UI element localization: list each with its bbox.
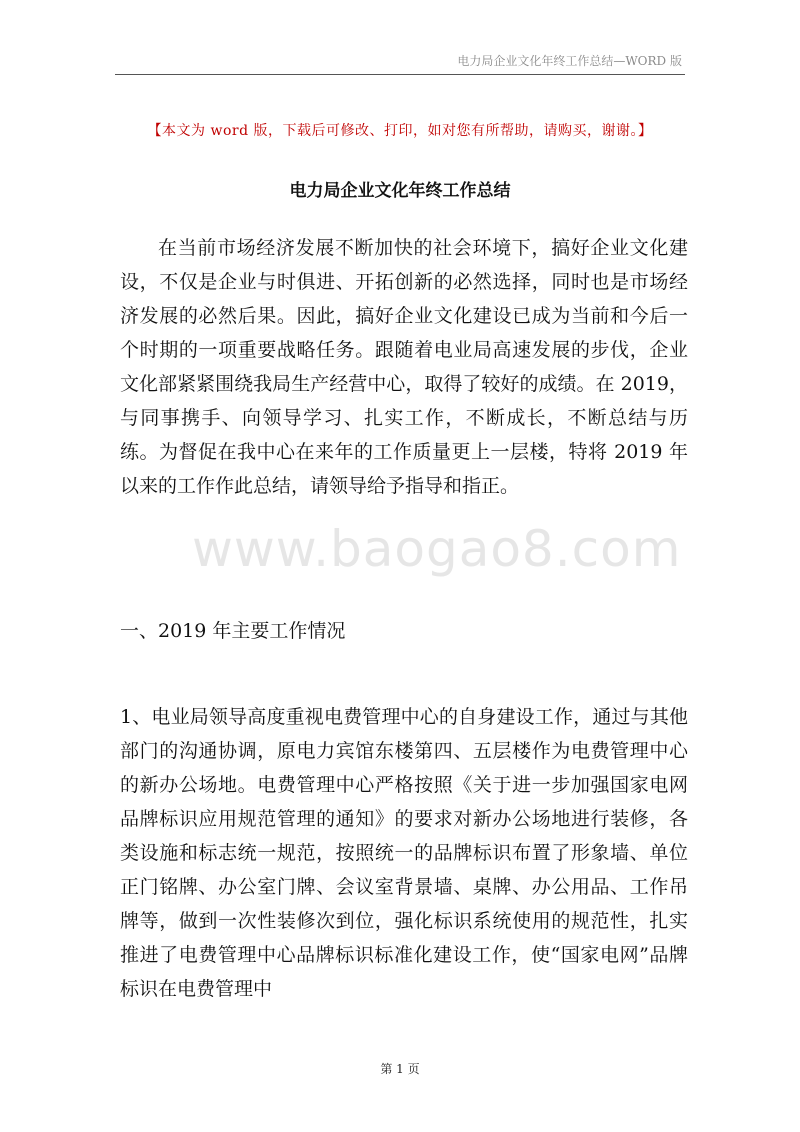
page-number: 第 1 页 [380,1062,420,1076]
watermark-text: www.baogao8.com [192,520,682,578]
document-header-label: 电力局企业文化年终工作总结—WORD 版 [457,54,682,68]
header-divider [115,74,685,75]
item-1-paragraph: 1、电业局领导高度重视电费管理中心的自身建设工作，通过与其他部门的沟通协调，原电力宾馆东楼第四、五层楼作为电费管理中心的新办公场地。电费管理中心严格按照《关于进一步加强国家电网品牌标识应用规范管理的通知》的要求对新办公场地进行装修，各类设施和标志统一规范，按照统一的品牌标识布置了形象墙、单位正门铭牌、办公室门牌、会议室背景墙、桌牌、办公用品、工作吊牌等，做到一次性装修次到位，强化标识系统使用的规范性，扎实推进了电费管理中心品牌标识标准化建设工作，使“国家电网”品牌标识在电费管理中 [120,706,688,1000]
intro-paragraph: 在当前市场经济发展不断加快的社会环境下，搞好企业文化建设，不仅是企业与时俱进、开拓创新的必然选择，同时也是市场经济发展的必然后果。因此，搞好企业文化建设已成为当前和今后一个时期的一项重要战略任务。跟随着电业局高速发展的步伐，企业文化部紧紧围绕我局生产经营中心，取得了较好的成绩。在 2019，与同事携手、向领导学习、扎实工作，不断成长，不断总结与历练。为督促在我中心在来年的工作质量更上一层楼，特将 2019 年以来的工作作此总结，请领导给予指导和指正。 [120,237,688,497]
section-heading-1: 一、2019 年主要工作情况 [120,620,346,642]
purchase-notice: 【本文为 word 版，下载后可修改、打印，如对您有所帮助，请购买，谢谢。】 [147,123,653,139]
document-title: 电力局企业文化年终工作总结 [289,181,511,201]
